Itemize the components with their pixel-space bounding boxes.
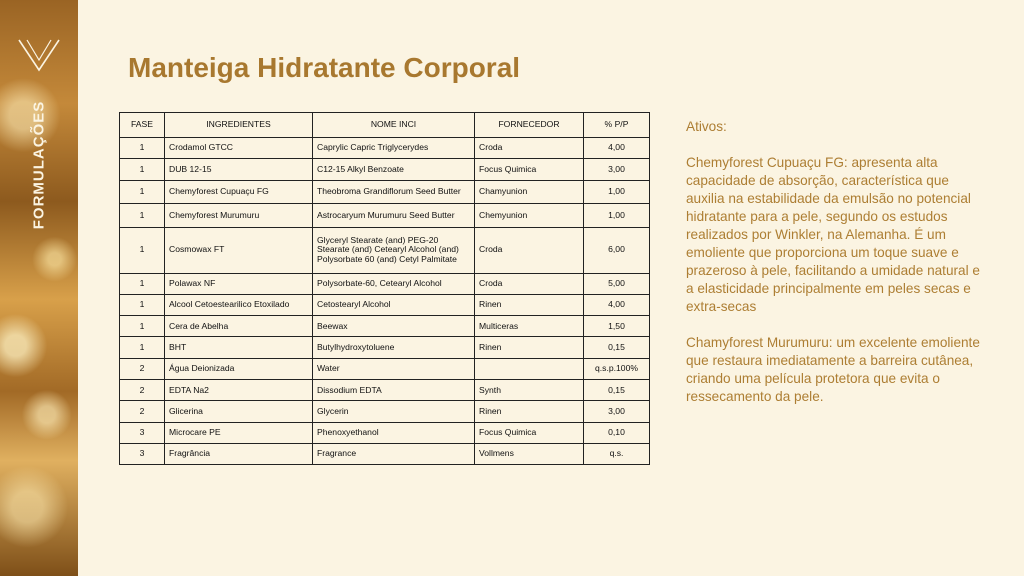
- table-row: [120, 204, 650, 228]
- cell-fase: 1: [120, 204, 165, 228]
- cell-ingrediente: Alcool Cetoestearilico Etoxilado: [165, 294, 313, 315]
- cell-inci: Dissodium EDTA: [313, 380, 475, 401]
- cell-inci: Glyceryl Stearate (and) PEG-20 Stearate (and) Cetearyl Alcohol (and) Polysorbate 60 (and) Cetyl Palmitate: [313, 227, 475, 273]
- cell-ingrediente: Cosmowax FT: [165, 227, 313, 273]
- cell-fase: 1: [120, 316, 165, 337]
- cell-percent: 0,10: [584, 422, 650, 443]
- cell-percent: 0,15: [584, 337, 650, 358]
- header-ingredientes: INGREDIENTES: [165, 113, 313, 138]
- table-row: [120, 159, 650, 180]
- table-row: [120, 138, 650, 159]
- cell-inci: Glycerin: [313, 401, 475, 422]
- cell-fornecedor: Rinen: [475, 294, 584, 315]
- formula-table: [119, 112, 650, 465]
- cell-percent: 4,00: [584, 138, 650, 159]
- cell-percent: 4,00: [584, 294, 650, 315]
- cell-fornecedor: Multiceras: [475, 316, 584, 337]
- v-logo-icon: [17, 38, 61, 72]
- cell-inci: Cetostearyl Alcohol: [313, 294, 475, 315]
- notes-murumuru-paragraph: Chamyforest Murumuru: um excelente emoliente que restaura imediatamente a barreira cutânea, criando uma película protetora que evita o ressecamento da pele.: [686, 335, 980, 404]
- table-row: [120, 273, 650, 294]
- table-row: [120, 337, 650, 358]
- cell-ingrediente: Microcare PE: [165, 422, 313, 443]
- cell-fornecedor: Focus Quimica: [475, 159, 584, 180]
- table-row: [120, 180, 650, 204]
- cell-fornecedor: Focus Quimica: [475, 422, 584, 443]
- cell-ingrediente: DUB 12-15: [165, 159, 313, 180]
- cell-fase: 1: [120, 180, 165, 204]
- cell-ingrediente: Glicerina: [165, 401, 313, 422]
- cell-fornecedor: Rinen: [475, 401, 584, 422]
- cell-inci: Butylhydroxytoluene: [313, 337, 475, 358]
- cell-percent: 1,00: [584, 204, 650, 228]
- cell-percent: 3,00: [584, 401, 650, 422]
- cell-fase: 3: [120, 443, 165, 464]
- header-fase: FASE: [120, 113, 165, 138]
- header-nome-inci: NOME INCI: [313, 113, 475, 138]
- actives-notes: [686, 118, 986, 406]
- cell-ingrediente: BHT: [165, 337, 313, 358]
- side-decorative-strip: [0, 0, 78, 576]
- cell-fase: 1: [120, 337, 165, 358]
- cell-inci: Fragrance: [313, 443, 475, 464]
- table-row: [120, 227, 650, 273]
- cell-inci: Phenoxyethanol: [313, 422, 475, 443]
- table-row: [120, 358, 650, 379]
- cell-inci: C12-15 Alkyl Benzoate: [313, 159, 475, 180]
- table-row: [120, 422, 650, 443]
- cell-fornecedor: Croda: [475, 138, 584, 159]
- table-header-row: [120, 113, 650, 138]
- cell-fase: 1: [120, 273, 165, 294]
- cell-inci: Water: [313, 358, 475, 379]
- cell-fornecedor: Chamyunion: [475, 180, 584, 204]
- cell-ingrediente: Cera de Abelha: [165, 316, 313, 337]
- table-row: [120, 443, 650, 464]
- cell-fase: 1: [120, 227, 165, 273]
- cell-fase: 1: [120, 294, 165, 315]
- cell-fase: 3: [120, 422, 165, 443]
- cell-ingrediente: EDTA Na2: [165, 380, 313, 401]
- cell-fornecedor: Chemyunion: [475, 204, 584, 228]
- cell-inci: Theobroma Grandiflorum Seed Butter: [313, 180, 475, 204]
- cell-inci: Polysorbate-60, Cetearyl Alcohol: [313, 273, 475, 294]
- header-percent: % P/P: [584, 113, 650, 138]
- cell-percent: 5,00: [584, 273, 650, 294]
- cell-percent: 1,00: [584, 180, 650, 204]
- cell-ingrediente: Água Deionizada: [165, 358, 313, 379]
- notes-heading: Ativos:: [686, 119, 727, 134]
- cell-ingrediente: Crodamol GTCC: [165, 138, 313, 159]
- cell-percent: 1,50: [584, 316, 650, 337]
- table-row: [120, 380, 650, 401]
- cell-fase: 2: [120, 401, 165, 422]
- table-row: [120, 294, 650, 315]
- notes-cupuacu-paragraph: Chemyforest Cupuaçu FG: apresenta alta capacidade de absorção, característica que auxilia na estabilidade da emulsão no potencial hidratante para a pele, segundo os estudos realizados por Winkler, na Alemanha. É um emoliente que proporciona um toque suave e prazeroso à pele, facilitando a umidade natural e a elasticidade principalmente em peles secas e extra-secas: [686, 155, 980, 314]
- cell-fornecedor: [475, 358, 584, 379]
- cell-percent: 6,00: [584, 227, 650, 273]
- cell-ingrediente: Chemyforest Murumuru: [165, 204, 313, 228]
- cell-fase: 2: [120, 380, 165, 401]
- cell-fase: 2: [120, 358, 165, 379]
- cell-fornecedor: Synth: [475, 380, 584, 401]
- cell-percent: q.s.p.100%: [584, 358, 650, 379]
- cell-fase: 1: [120, 159, 165, 180]
- page-title: Manteiga Hidratante Corporal: [128, 52, 521, 83]
- cell-ingrediente: Polawax NF: [165, 273, 313, 294]
- cell-percent: 0,15: [584, 380, 650, 401]
- cell-inci: Astrocaryum Murumuru Seed Butter: [313, 204, 475, 228]
- cell-ingrediente: Chemyforest Cupuaçu FG: [165, 180, 313, 204]
- table-row: [120, 316, 650, 337]
- cell-fornecedor: Vollmens: [475, 443, 584, 464]
- cell-inci: Beewax: [313, 316, 475, 337]
- cell-percent: 3,00: [584, 159, 650, 180]
- cell-ingrediente: Fragrância: [165, 443, 313, 464]
- cell-fornecedor: Rinen: [475, 337, 584, 358]
- cell-fase: 1: [120, 138, 165, 159]
- cell-fornecedor: Croda: [475, 227, 584, 273]
- cell-percent: q.s.: [584, 443, 650, 464]
- table-row: [120, 401, 650, 422]
- header-fornecedor: FORNECEDOR: [475, 113, 584, 138]
- section-label: FORMULAÇÕES: [30, 100, 48, 230]
- cell-inci: Caprylic Capric Triglycerydes: [313, 138, 475, 159]
- cell-fornecedor: Croda: [475, 273, 584, 294]
